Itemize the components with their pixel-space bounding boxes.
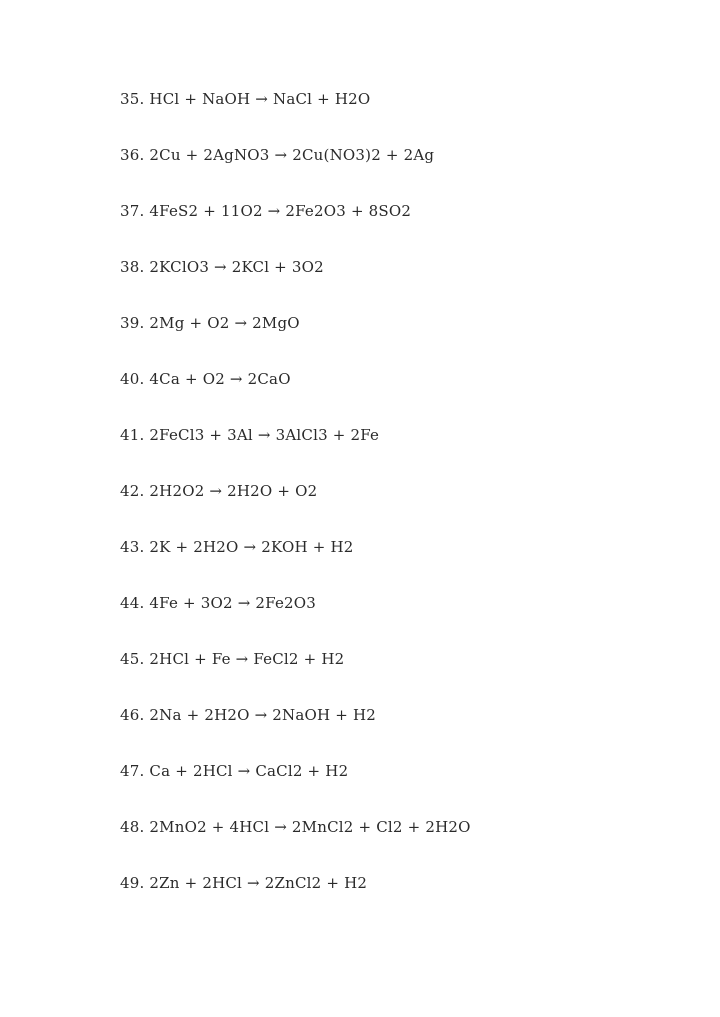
equation-line: 39. 2Mg + O2 → 2MgO (120, 314, 300, 332)
equation-line: 45. 2HCl + Fe → FeCl2 + H2 (120, 650, 345, 668)
equation-line: 37. 4FeS2 + 11O2 → 2Fe2O3 + 8SO2 (120, 202, 412, 220)
equation-line: 43. 2K + 2H2O → 2KOH + H2 (120, 538, 354, 556)
equation-list (120, 87, 471, 927)
equation-line: 42. 2H2O2 → 2H2O + O2 (120, 482, 318, 500)
equation-line: 36. 2Cu + 2AgNO3 → 2Cu(NO3)2 + 2Ag (120, 146, 435, 164)
equation-line: 46. 2Na + 2H2O → 2NaOH + H2 (120, 706, 377, 724)
equation-line: 40. 4Ca + O2 → 2CaO (120, 370, 291, 388)
equation-line: 48. 2MnO2 + 4HCl → 2MnCl2 + Cl2 + 2H2O (120, 818, 471, 836)
equation-line: 47. Ca + 2HCl → CaCl2 + H2 (120, 762, 349, 780)
equation-line: 35. HCl + NaOH → NaCl + H2O (120, 90, 371, 108)
equation-line: 38. 2KClO3 → 2KCl + 3O2 (120, 258, 324, 276)
equation-line: 41. 2FeCl3 + 3Al → 3AlCl3 + 2Fe (120, 426, 380, 444)
equation-line: 49. 2Zn + 2HCl → 2ZnCl2 + H2 (120, 874, 368, 892)
equation-line: 44. 4Fe + 3O2 → 2Fe2O3 (120, 594, 317, 612)
